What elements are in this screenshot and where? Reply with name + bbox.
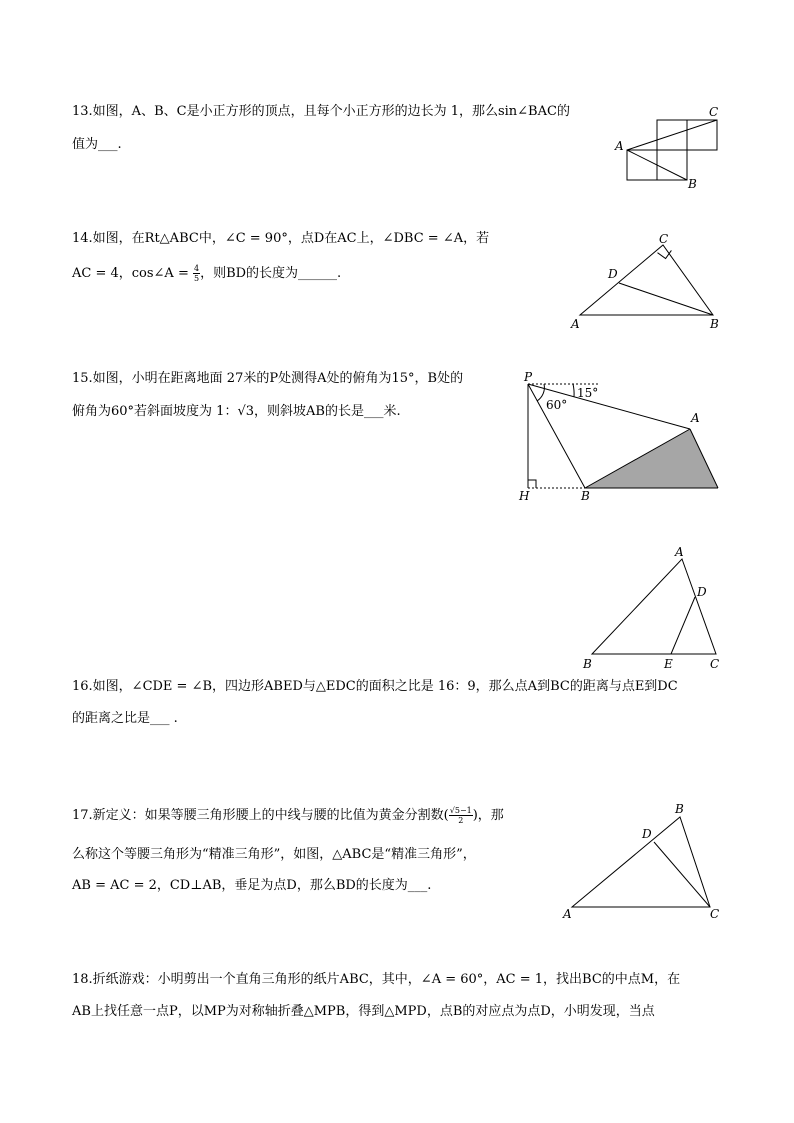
- q13-label-b: B: [688, 177, 697, 191]
- q17-fraction-numerator: √5−1: [449, 806, 472, 815]
- q13-grid-figure: [612, 104, 727, 190]
- q15-label-p: P: [524, 370, 533, 384]
- q18-text-line1: 18.折纸游戏：小明剪出一个直角三角形的纸片ABC，其中，∠A = 60°，AC = 1，找出BC的中点M，在: [72, 972, 681, 987]
- q13-text-line2: 值为___.: [72, 137, 122, 152]
- q17-segment-cd: [654, 842, 710, 907]
- q14-segment-bd: [619, 283, 713, 315]
- q13-text-line1: 13.如图，A、B、C是小正方形的顶点，且每个小正方形的边长为 1，那么sin∠BAC的: [72, 104, 570, 119]
- q16-triangle-abc: [592, 559, 716, 654]
- q15-slope-figure: [514, 366, 726, 508]
- q17-text-line1: [72, 806, 504, 826]
- q16-label-b: B: [583, 657, 592, 671]
- q13-label-a: A: [615, 139, 624, 153]
- q15-label-h: H: [519, 489, 530, 503]
- q14-label-a: A: [571, 317, 580, 331]
- q17-label-c: C: [710, 907, 720, 921]
- q14-triangle-figure: [565, 230, 725, 335]
- q17-text-line3: AB = AC = 2，CD⊥AB，垂足为点D，那么BD的长度为___.: [72, 878, 432, 893]
- q15-label-b: B: [581, 489, 590, 503]
- q14-fraction-numerator: 4: [193, 264, 200, 273]
- q13-grid-cell: [657, 150, 687, 180]
- q16-segment-de: [671, 597, 695, 654]
- q16-label-a: A: [675, 545, 684, 559]
- q13-segment-ac: [627, 120, 717, 150]
- q16-label-e: E: [664, 657, 673, 671]
- q17-label-d: D: [642, 827, 652, 841]
- q13-grid-cell: [627, 150, 657, 180]
- q17-fraction: [449, 806, 473, 825]
- q15-text-line1: 15.如图，小明在距离地面 27米的P处测得A处的俯角为15°，B处的: [72, 371, 464, 386]
- q14-text-part-a: AC = 4，cos∠A =: [72, 266, 193, 281]
- q15-label-a: A: [691, 411, 700, 425]
- q14-text-line2: [72, 264, 341, 284]
- q15-angle-arc-15: [573, 384, 574, 397]
- q14-text-part-b: ，则BD的长度为______.: [200, 266, 342, 281]
- q15-right-angle-mark: [528, 480, 536, 488]
- q14-fraction-denominator: 5: [193, 274, 200, 283]
- q15-text-line2: 俯角为60°若斜面坡度为 1：√3，则斜坡AB的长是___米.: [72, 404, 401, 419]
- q15-label-angle-60: 60°: [546, 398, 568, 412]
- q15-label-angle-15: 15°: [577, 386, 599, 400]
- q13-label-c: C: [709, 105, 719, 119]
- q16-text-line1: 16.如图，∠CDE = ∠B，四边形ABED与△EDC的面积之比是 16：9，那么点A到BC的距离与点E到DC: [72, 679, 678, 694]
- q17-fraction-denominator: 2: [458, 816, 464, 825]
- q16-triangle-figure: [578, 544, 726, 674]
- q17-label-a: A: [563, 907, 572, 921]
- q17-triangle-figure: [560, 800, 725, 925]
- q14-text-line1: 14.如图，在Rt△ABC中，∠C = 90°，点D在AC上，∠DBC = ∠A，若: [72, 231, 490, 246]
- q15-slope-shading: [585, 429, 718, 488]
- q14-label-c: C: [659, 232, 669, 246]
- q17-text-line2: 么称这个等腰三角形为“精准三角形”，如图，△ABC是“精准三角形”，: [72, 847, 476, 862]
- q14-triangle-abc: [580, 245, 713, 315]
- q17-triangle-abc: [572, 817, 710, 907]
- q14-fraction: [193, 264, 200, 283]
- q16-label-c: C: [710, 657, 720, 671]
- q17-text-part-a: 17.新定义：如果等腰三角形腰上的中线与腰的比值为黄金分割数(: [72, 808, 449, 823]
- q14-label-b: B: [710, 317, 719, 331]
- q16-text-line2: 的距离之比是___ .: [72, 711, 178, 726]
- q16-label-d: D: [697, 585, 707, 599]
- q14-label-d: D: [608, 267, 618, 281]
- q17-text-part-b: )，那: [472, 808, 504, 823]
- q18-text-line2: AB上找任意一点P，以MP为对称轴折叠△MPB，得到△MPD，点B的对应点为点D，小明发现，当点: [72, 1004, 655, 1019]
- q17-label-b: B: [675, 802, 684, 816]
